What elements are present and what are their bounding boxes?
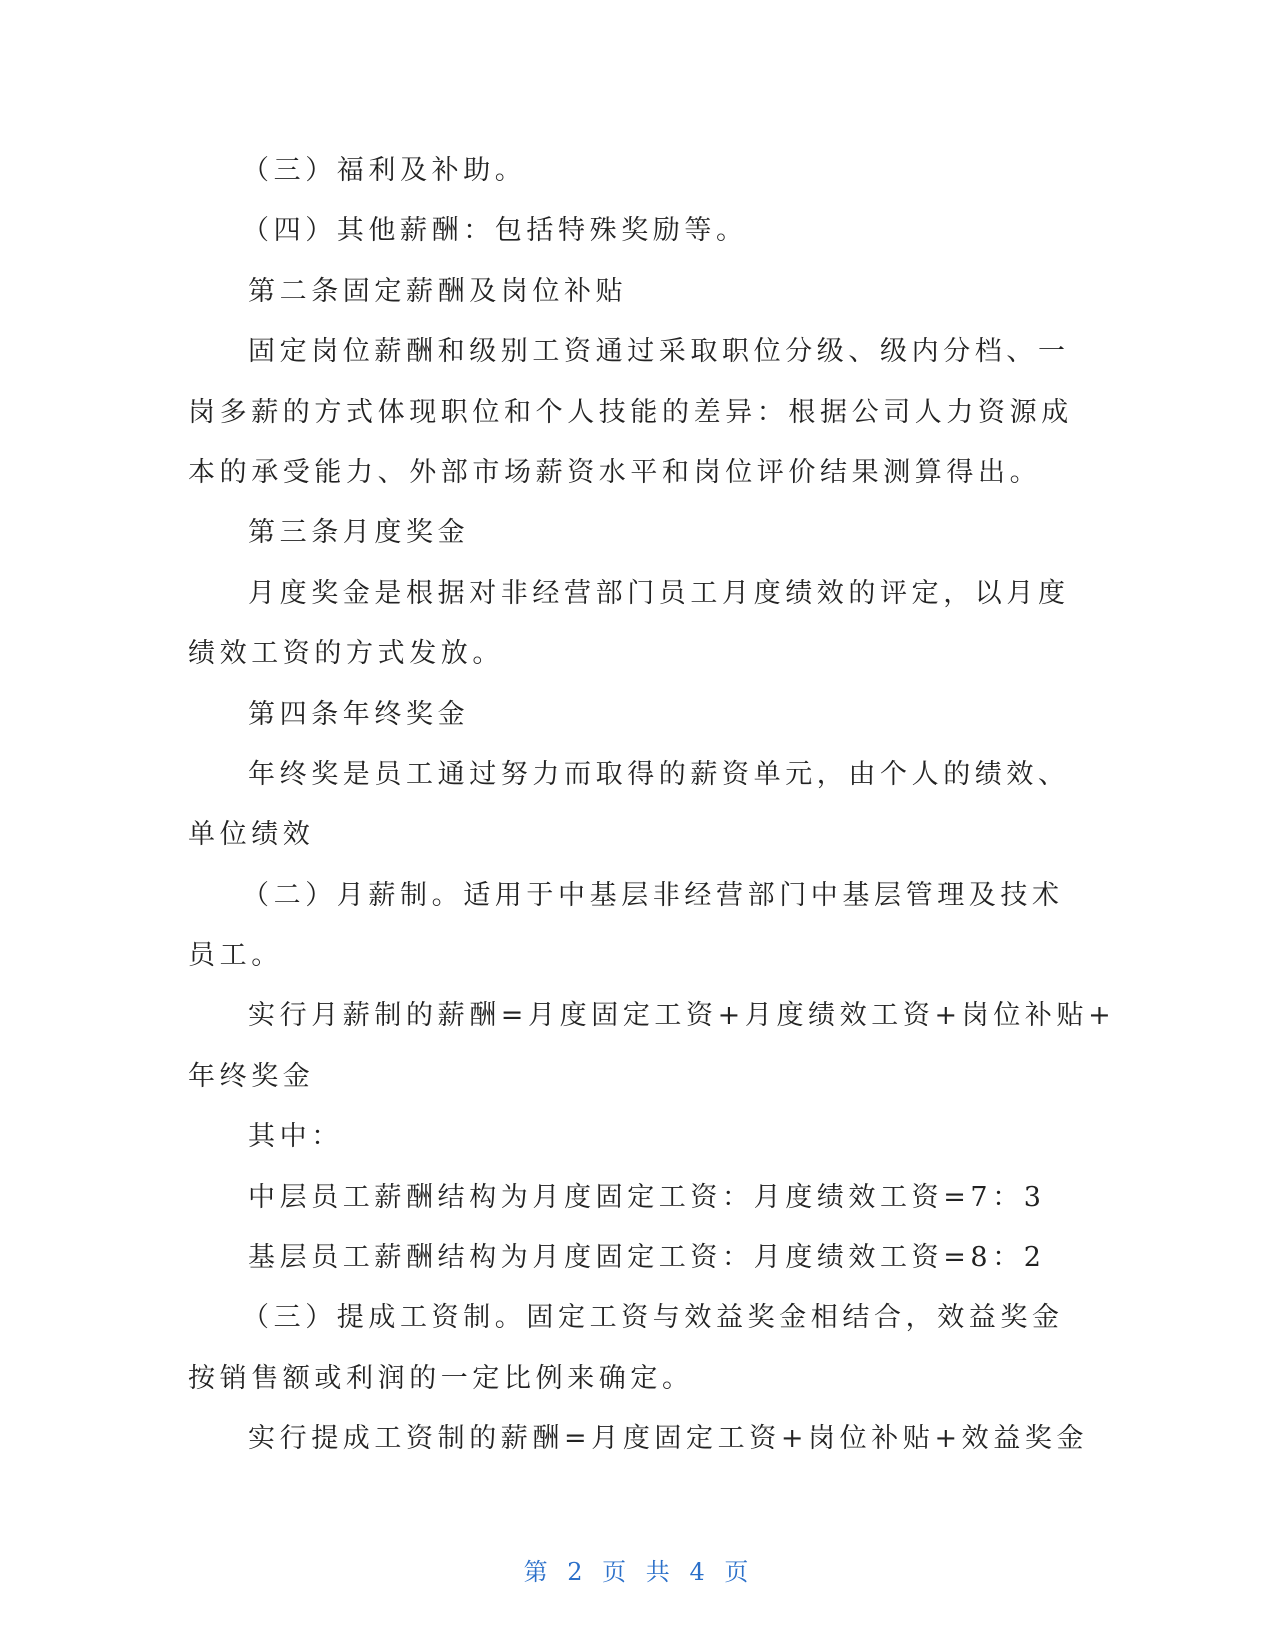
document-body: [188, 141, 1116, 1470]
formula-line: 年终奖金: [188, 1060, 315, 1092]
paragraph-line: 岗多薪的方式体现职位和个人技能的差异：根据公司人力资源成: [188, 396, 1073, 428]
paragraph-line: 固定岗位薪酬和级别工资通过采取职位分级、级内分档、一: [248, 336, 1070, 368]
paragraph-line: 单位绩效: [188, 819, 315, 851]
section-heading: 第四条年终奖金: [248, 698, 470, 730]
paragraph-line: （二）月薪制。适用于中基层非经营部门中基层管理及技术: [242, 879, 1064, 911]
paragraph-line: 月度奖金是根据对非经营部门员工月度绩效的评定，以月度: [248, 577, 1070, 609]
section-heading: 第二条固定薪酬及岗位补贴: [248, 275, 628, 307]
paragraph-line: 年终奖是员工通过努力而取得的薪资单元，由个人的绩效、: [248, 758, 1070, 790]
paragraph-line: 其中：: [248, 1121, 343, 1153]
paragraph-line: （四）其他薪酬：包括特殊奖励等。: [242, 215, 748, 247]
paragraph-line: 本的承受能力、外部市场薪资水平和岗位评价结果测算得出。: [188, 456, 1042, 488]
paragraph-line: （三）福利及补助。: [242, 155, 527, 186]
ratio-line: 基层员工薪酬结构为月度固定工资：月度绩效工资=8：2: [248, 1242, 1046, 1274]
page-number-footer: 第 2 页 共 4 页: [523, 1558, 752, 1586]
formula-line: 实行月薪制的薪酬=月度固定工资+月度绩效工资+岗位补贴+: [248, 1000, 1116, 1032]
paragraph-line: 按销售额或利润的一定比例来确定。: [188, 1362, 694, 1394]
ratio-line: 中层员工薪酬结构为月度固定工资：月度绩效工资=7：3: [248, 1181, 1046, 1213]
paragraph-line: 员工。: [188, 940, 283, 972]
paragraph-line: （三）提成工资制。固定工资与效益奖金相结合，效益奖金: [242, 1302, 1064, 1334]
formula-line: 实行提成工资制的薪酬=月度固定工资+岗位补贴+效益奖金: [248, 1423, 1089, 1455]
section-heading: 第三条月度奖金: [248, 517, 470, 549]
paragraph-line: 绩效工资的方式发放。: [188, 638, 504, 670]
